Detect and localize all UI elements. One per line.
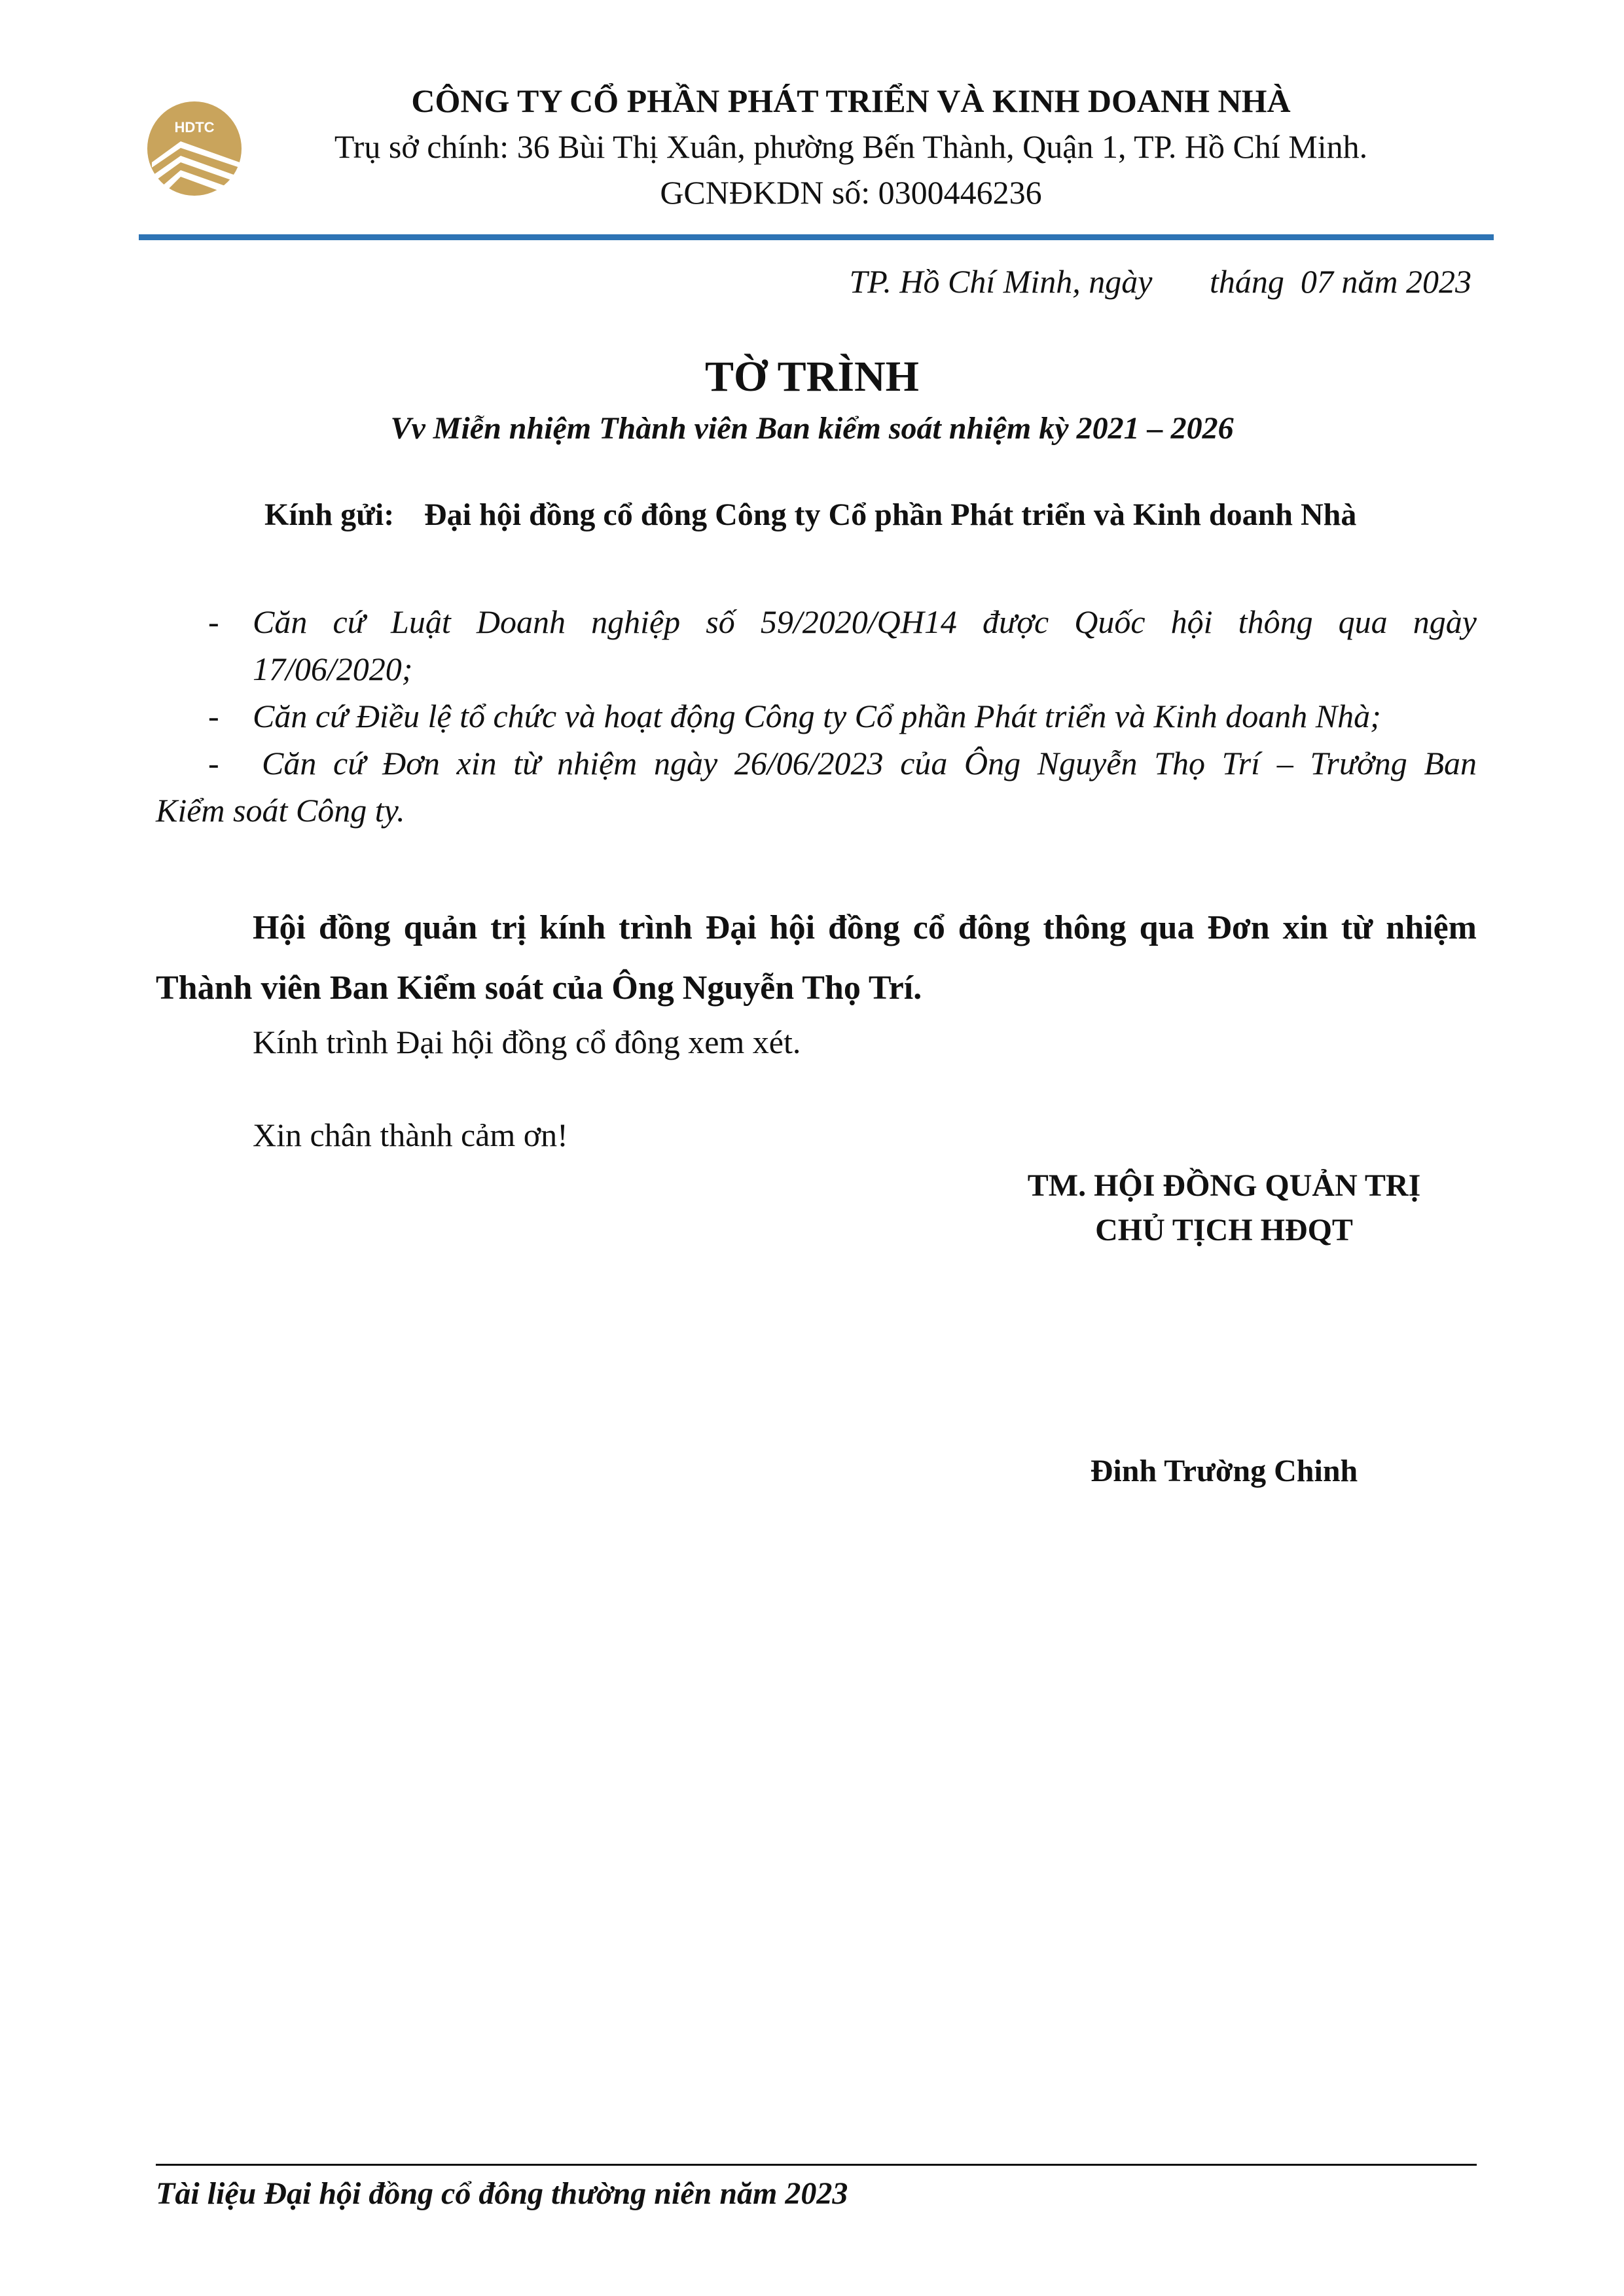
signature-position: CHỦ TỊCH HĐQT [1095,1213,1353,1247]
basis-item-1 [156,598,1477,692]
basis-item-1-line-1: Căn cứ Luật Doanh nghiệp số 59/2020/QH14 được Quốc hội thông qua ngày [253,603,1477,640]
thanks-line: Xin chân thành cảm ơn! [253,1117,568,1153]
recipient-label: Kính gửi: [264,497,395,532]
basis-dash: - [208,698,219,734]
basis-item-3-line-1: Căn cứ Đơn xin từ nhiệm ngày 26/06/2023 của Ông Nguyễn Thọ Trí – Trưởng Ban [262,745,1477,781]
recipient-line [264,495,1356,535]
company-address: Trụ sở chính: 36 Bùi Thị Xuân, phường Bến Thành, Quận 1, TP. Hồ Chí Minh. [334,128,1368,165]
basis-item-1-line-2: 17/06/2020; [253,651,413,687]
request-line: Kính trình Đại hội đồng cổ đông xem xét. [253,1024,801,1060]
document-subtitle: Vv Miễn nhiệm Thành viên Ban kiểm soát nhiệm kỳ 2021 – 2026 [390,411,1234,446]
header-divider [139,234,1494,240]
company-registration: GCNĐKDN số: 0300446236 [660,174,1042,211]
basis-item-2 [156,692,1477,740]
recipient-value: Đại hội đồng cổ đông Công ty Cổ phần Phát triển và Kinh doanh Nhà [424,497,1357,532]
basis-item-3-line-2: Kiểm soát Công ty. [156,792,405,829]
logo-text: HDTC [174,119,215,135]
signature-on-behalf: TM. HỘI ĐỒNG QUẢN TRỊ [1027,1168,1421,1203]
basis-dash: - [208,603,219,640]
document-title: TỜ TRÌNH [704,353,920,401]
basis-item-3 [156,740,1477,834]
signature-block [969,1164,1479,1253]
proposal-line-2: Thành viên Ban Kiểm soát của Ông Nguyễn Thọ Trí. [156,969,922,1007]
company-logo [143,99,246,198]
basis-item-2-text: Căn cứ Điều lệ tổ chức và hoạt động Công ty Cổ phần Phát triển và Kinh doanh Nhà; [253,698,1381,734]
signer-name: Đinh Trường Chinh [1090,1454,1358,1488]
company-logo-icon [143,99,246,198]
date-line: TP. Hồ Chí Minh, ngày tháng 07 năm 2023 [849,263,1471,300]
footer-divider [156,2164,1477,2166]
footer-text: Tài liệu Đại hội đồng cổ đông thường niên năm 2023 [156,2176,848,2211]
proposal-paragraph [156,898,1477,1018]
company-name: CÔNG TY CỔ PHẦN PHÁT TRIỂN VÀ KINH DOANH NHÀ [411,82,1291,119]
basis-dash: - [208,745,219,781]
proposal-line-1: Hội đồng quản trị kính trình Đại hội đồng cổ đông thông qua Đơn xin từ nhiệm [253,909,1477,946]
